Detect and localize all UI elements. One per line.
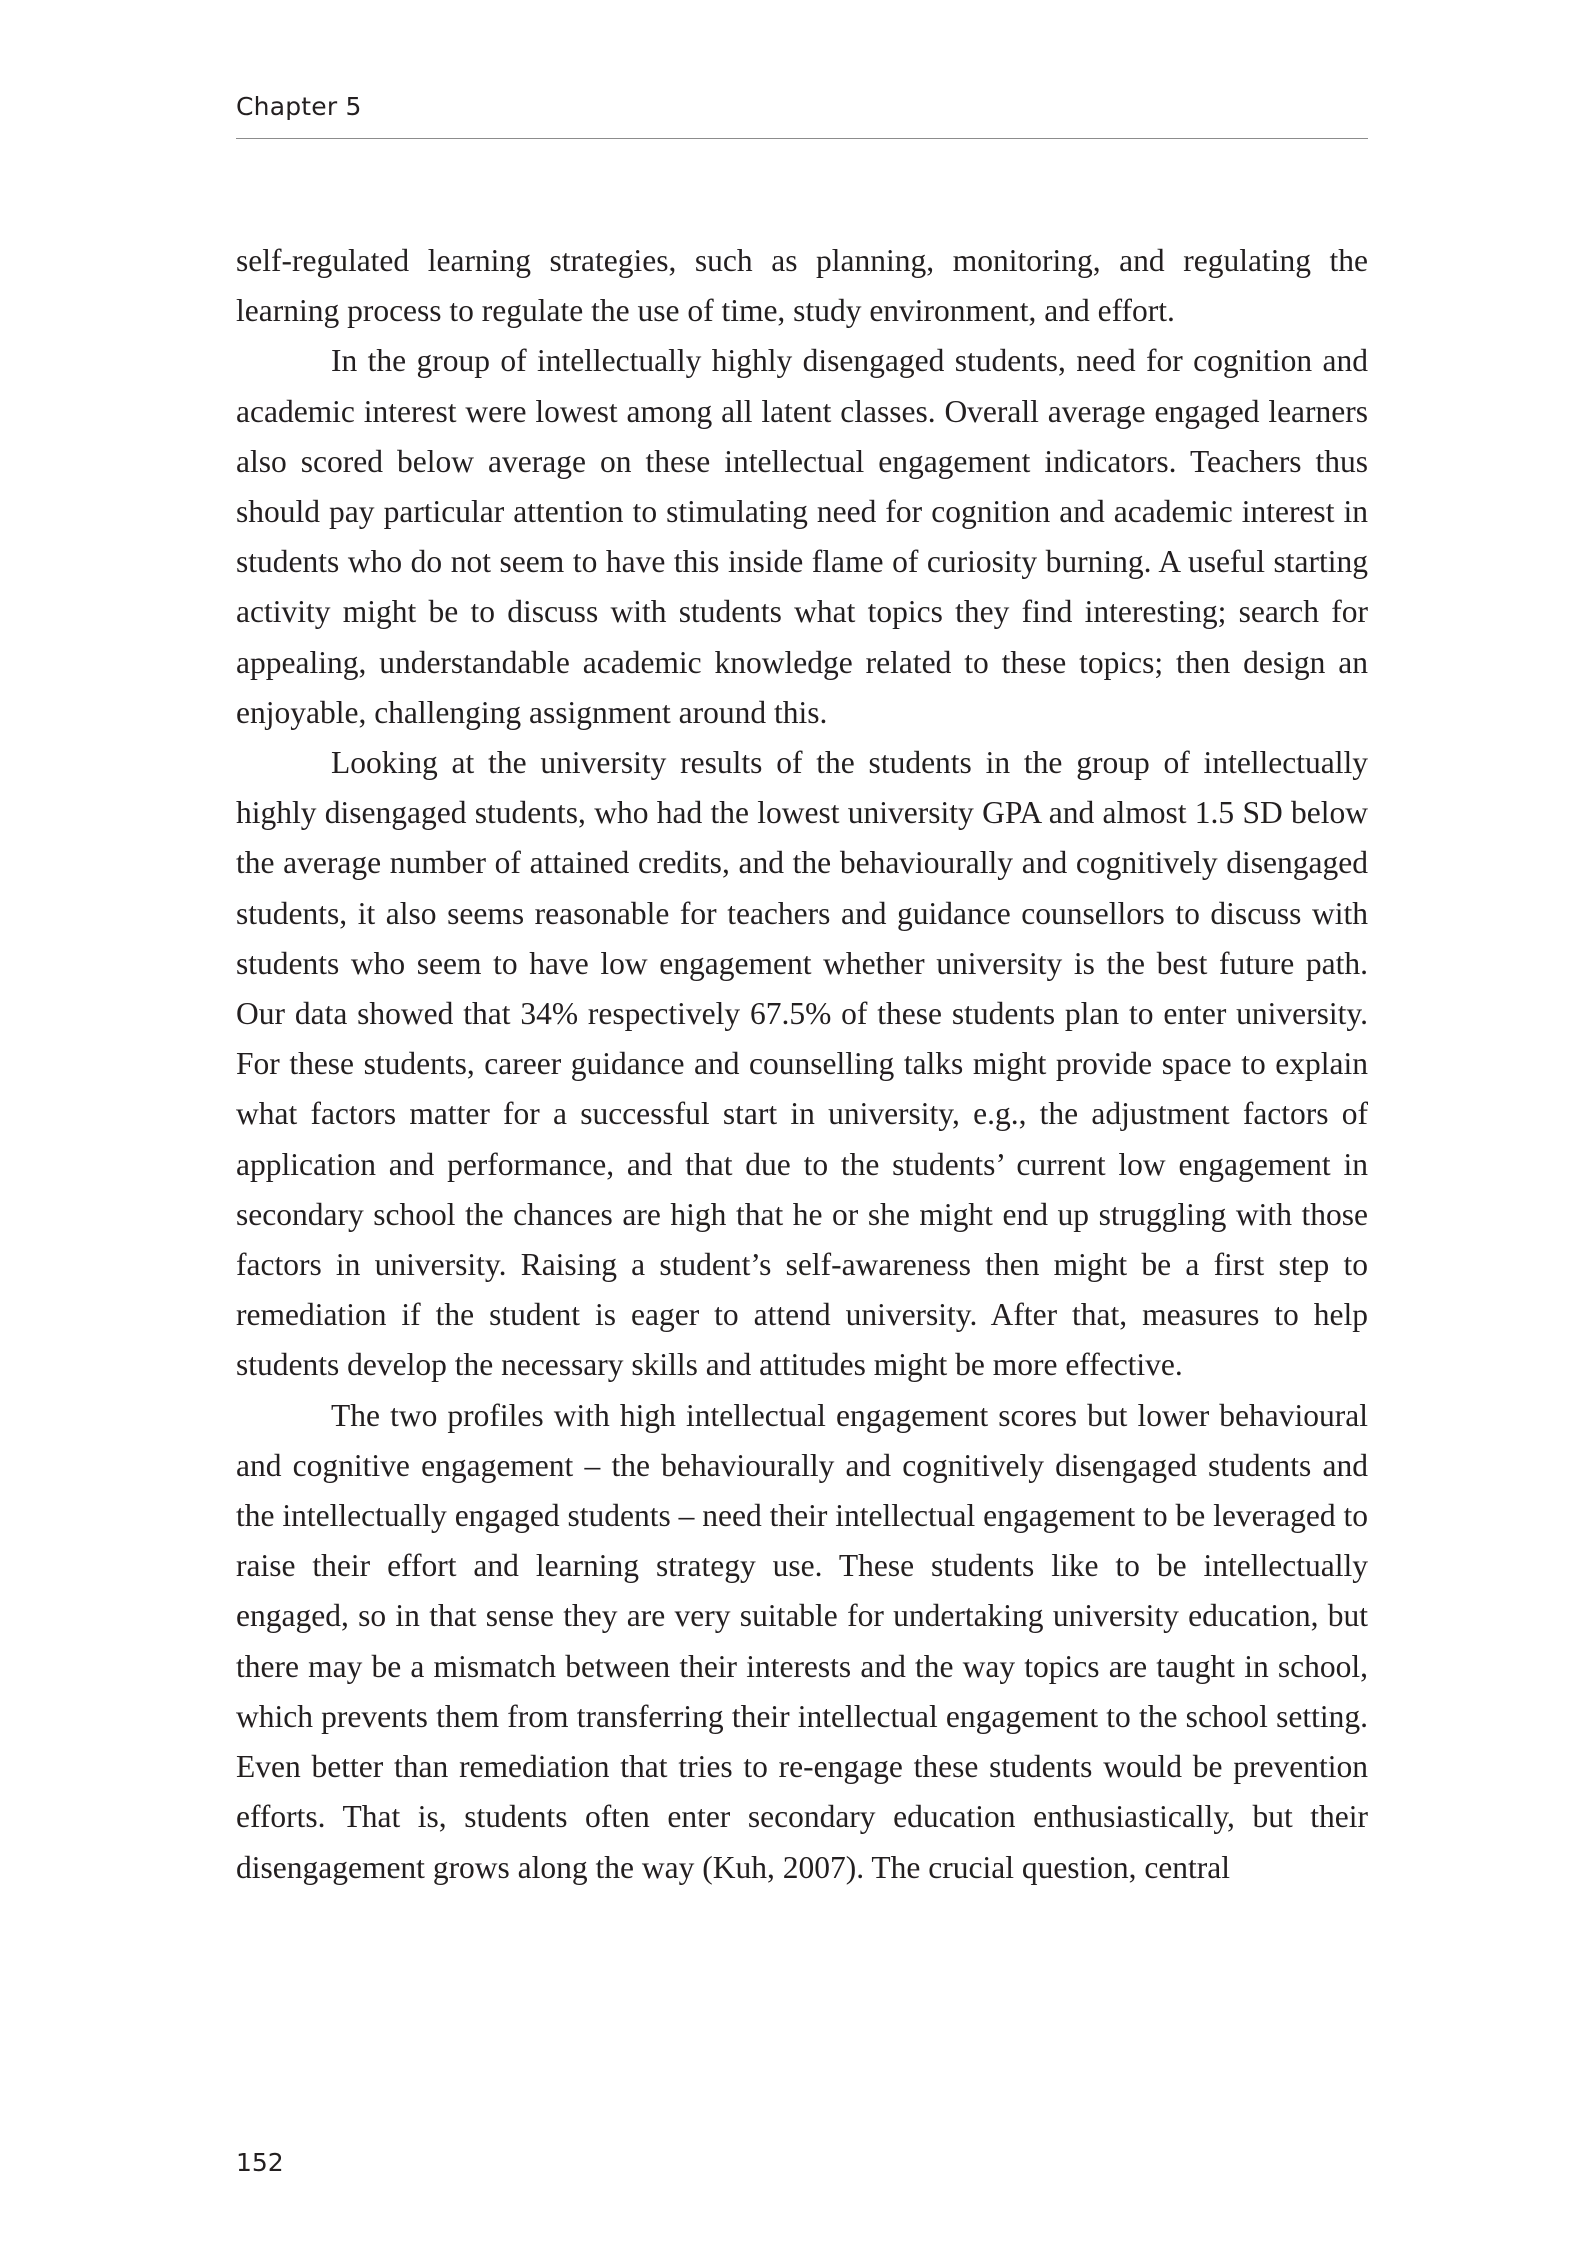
- page-number: 152: [236, 2148, 284, 2177]
- header-rule: [236, 138, 1368, 139]
- paragraph: In the group of intellectually highly disengaged students, need for cognition and academic interest were lowest among all latent classes. Overall average engaged learners also scored below average on these intellectual engagement indicators. Teachers thus should pay particular attention to stimulating need for cognition and academic interest in students who do not seem to have this inside flame of curiosity burning. A useful starting activity might be to discuss with students what topics they find interesting; search for appealing, understandable academic knowledge related to these topics; then design an enjoyable, challenging assignment around this.: [236, 343, 1368, 730]
- body-text: [236, 236, 1368, 1893]
- paragraph: The two profiles with high intellectual engagement scores but lower behavioural and cognitive engagement – the behaviourally and cognitively disengaged students and the intellectually engaged students – need their intellectual engagement to be leveraged to raise their effort and learning strategy use. These students like to be intellectually engaged, so in that sense they are very suitable for undertaking university education, but there may be a mismatch between their interests and the way topics are taught in school, which prevents them from transferring their intellectual engagement to the school setting. Even better than remediation that tries to re-engage these students would be prevention efforts. That is, students often enter secondary education enthusiastically, but their disengagement grows along the way (Kuh, 2007). The crucial question, central: [236, 1397, 1368, 1885]
- paragraph: Looking at the university results of the students in the group of intellectually highly disengaged students, who had the lowest university GPA and almost 1.5 SD below the average number of attained credits, and the behaviourally and cognitively disengaged students, it also seems reasonable for teachers and guidance counsellors to discuss with students who seem to have low engagement whether university is the best future path. Our data showed that 34% respectively 67.5% of these students plan to enter university. For these students, career guidance and counselling talks might provide space to explain what factors matter for a successful start in university, e.g., the adjustment factors of application and performance, and that due to the students’ current low engagement in secondary school the chances are high that he or she might end up struggling with those factors in university. Raising a student’s self-awareness then might be a first step to remediation if the student is eager to attend university. After that, measures to help students develop the necessary skills and attitudes might be more effective.: [236, 745, 1368, 1383]
- running-head: Chapter 5: [236, 92, 362, 121]
- paragraph: self-regulated learning strategies, such as planning, monitoring, and regulating the learning process to regulate the use of time, study environment, and effort.: [236, 243, 1368, 329]
